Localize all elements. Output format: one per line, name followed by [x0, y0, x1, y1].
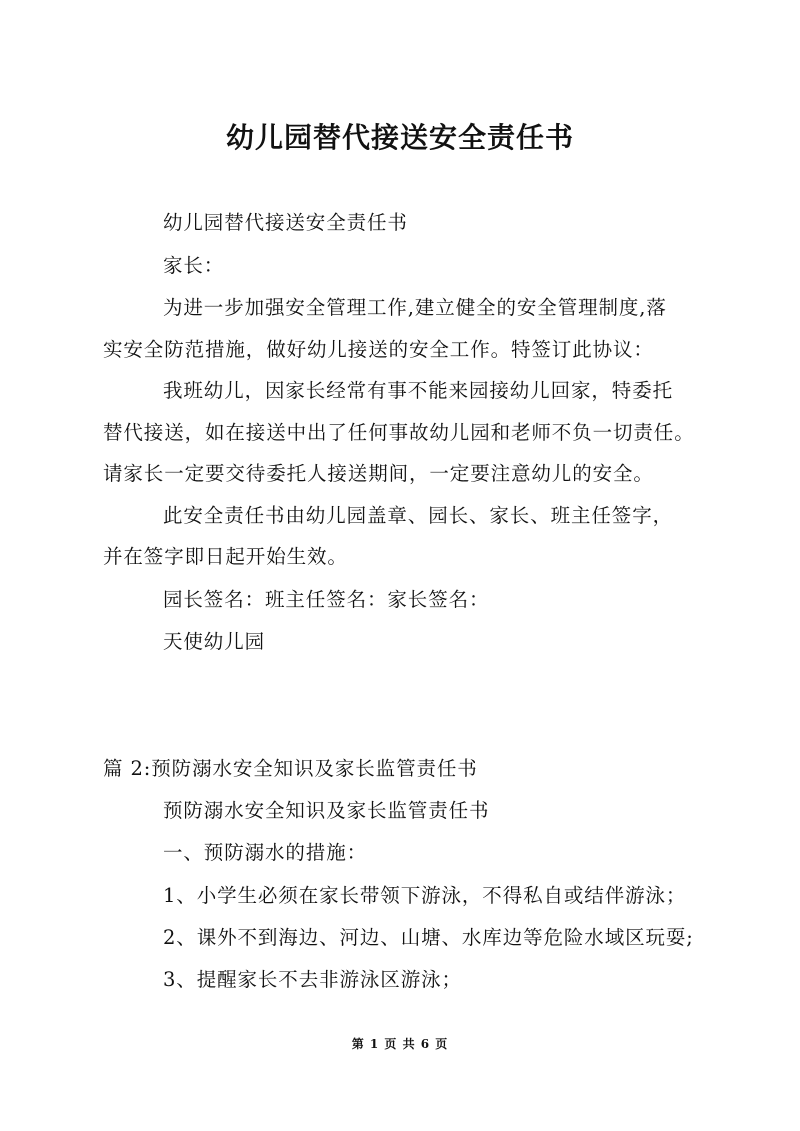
paragraph-line: 为进一步加强安全管理工作,建立健全的安全管理制度,落 — [163, 296, 667, 319]
paragraph-line: 实安全防范措施，做好幼儿接送的安全工作。特签订此协议： — [103, 338, 654, 361]
school-name: 天使幼儿园 — [163, 630, 266, 653]
paragraph-line: 家长： — [163, 254, 225, 277]
signature-line: 园长签名：班主任签名：家长签名： — [163, 588, 490, 611]
paragraph-line: 我班幼儿，因家长经常有事不能来园接幼儿回家，特委托 — [163, 379, 674, 402]
list-item: 3、提醒家长不去非游泳区游泳； — [163, 968, 462, 991]
paragraph-line: 预防溺水安全知识及家长监管责任书 — [163, 799, 490, 822]
paragraph-line: 幼儿园替代接送安全责任书 — [163, 211, 408, 234]
paragraph-line: 并在签字即日起开始生效。 — [103, 545, 348, 568]
paragraph-line: 请家长一定要交待委托人接送期间，一定要注意幼儿的安全。 — [103, 462, 654, 485]
list-item: 2、课外不到海边、河边、山塘、水库边等危险水域区玩耍; — [163, 926, 694, 949]
paragraph-line: 此安全责任书由幼儿园盖章、园长、家长、班主任签字， — [163, 504, 674, 527]
paragraph-line: 替代接送，如在接送中出了任何事故幼儿园和老师不负一切责任。 — [103, 421, 695, 444]
document-title: 幼儿园替代接送安全责任书 — [225, 121, 574, 154]
section-heading: 篇 2:预防溺水安全知识及家长监管责任书 — [103, 757, 478, 780]
page-number: 第 1 页 共 6 页 — [351, 1037, 449, 1051]
list-item: 1、小学生必须在家长带领下游泳，不得私自或结伴游泳； — [163, 884, 687, 907]
paragraph-line: 一、预防溺水的措施： — [163, 841, 368, 864]
